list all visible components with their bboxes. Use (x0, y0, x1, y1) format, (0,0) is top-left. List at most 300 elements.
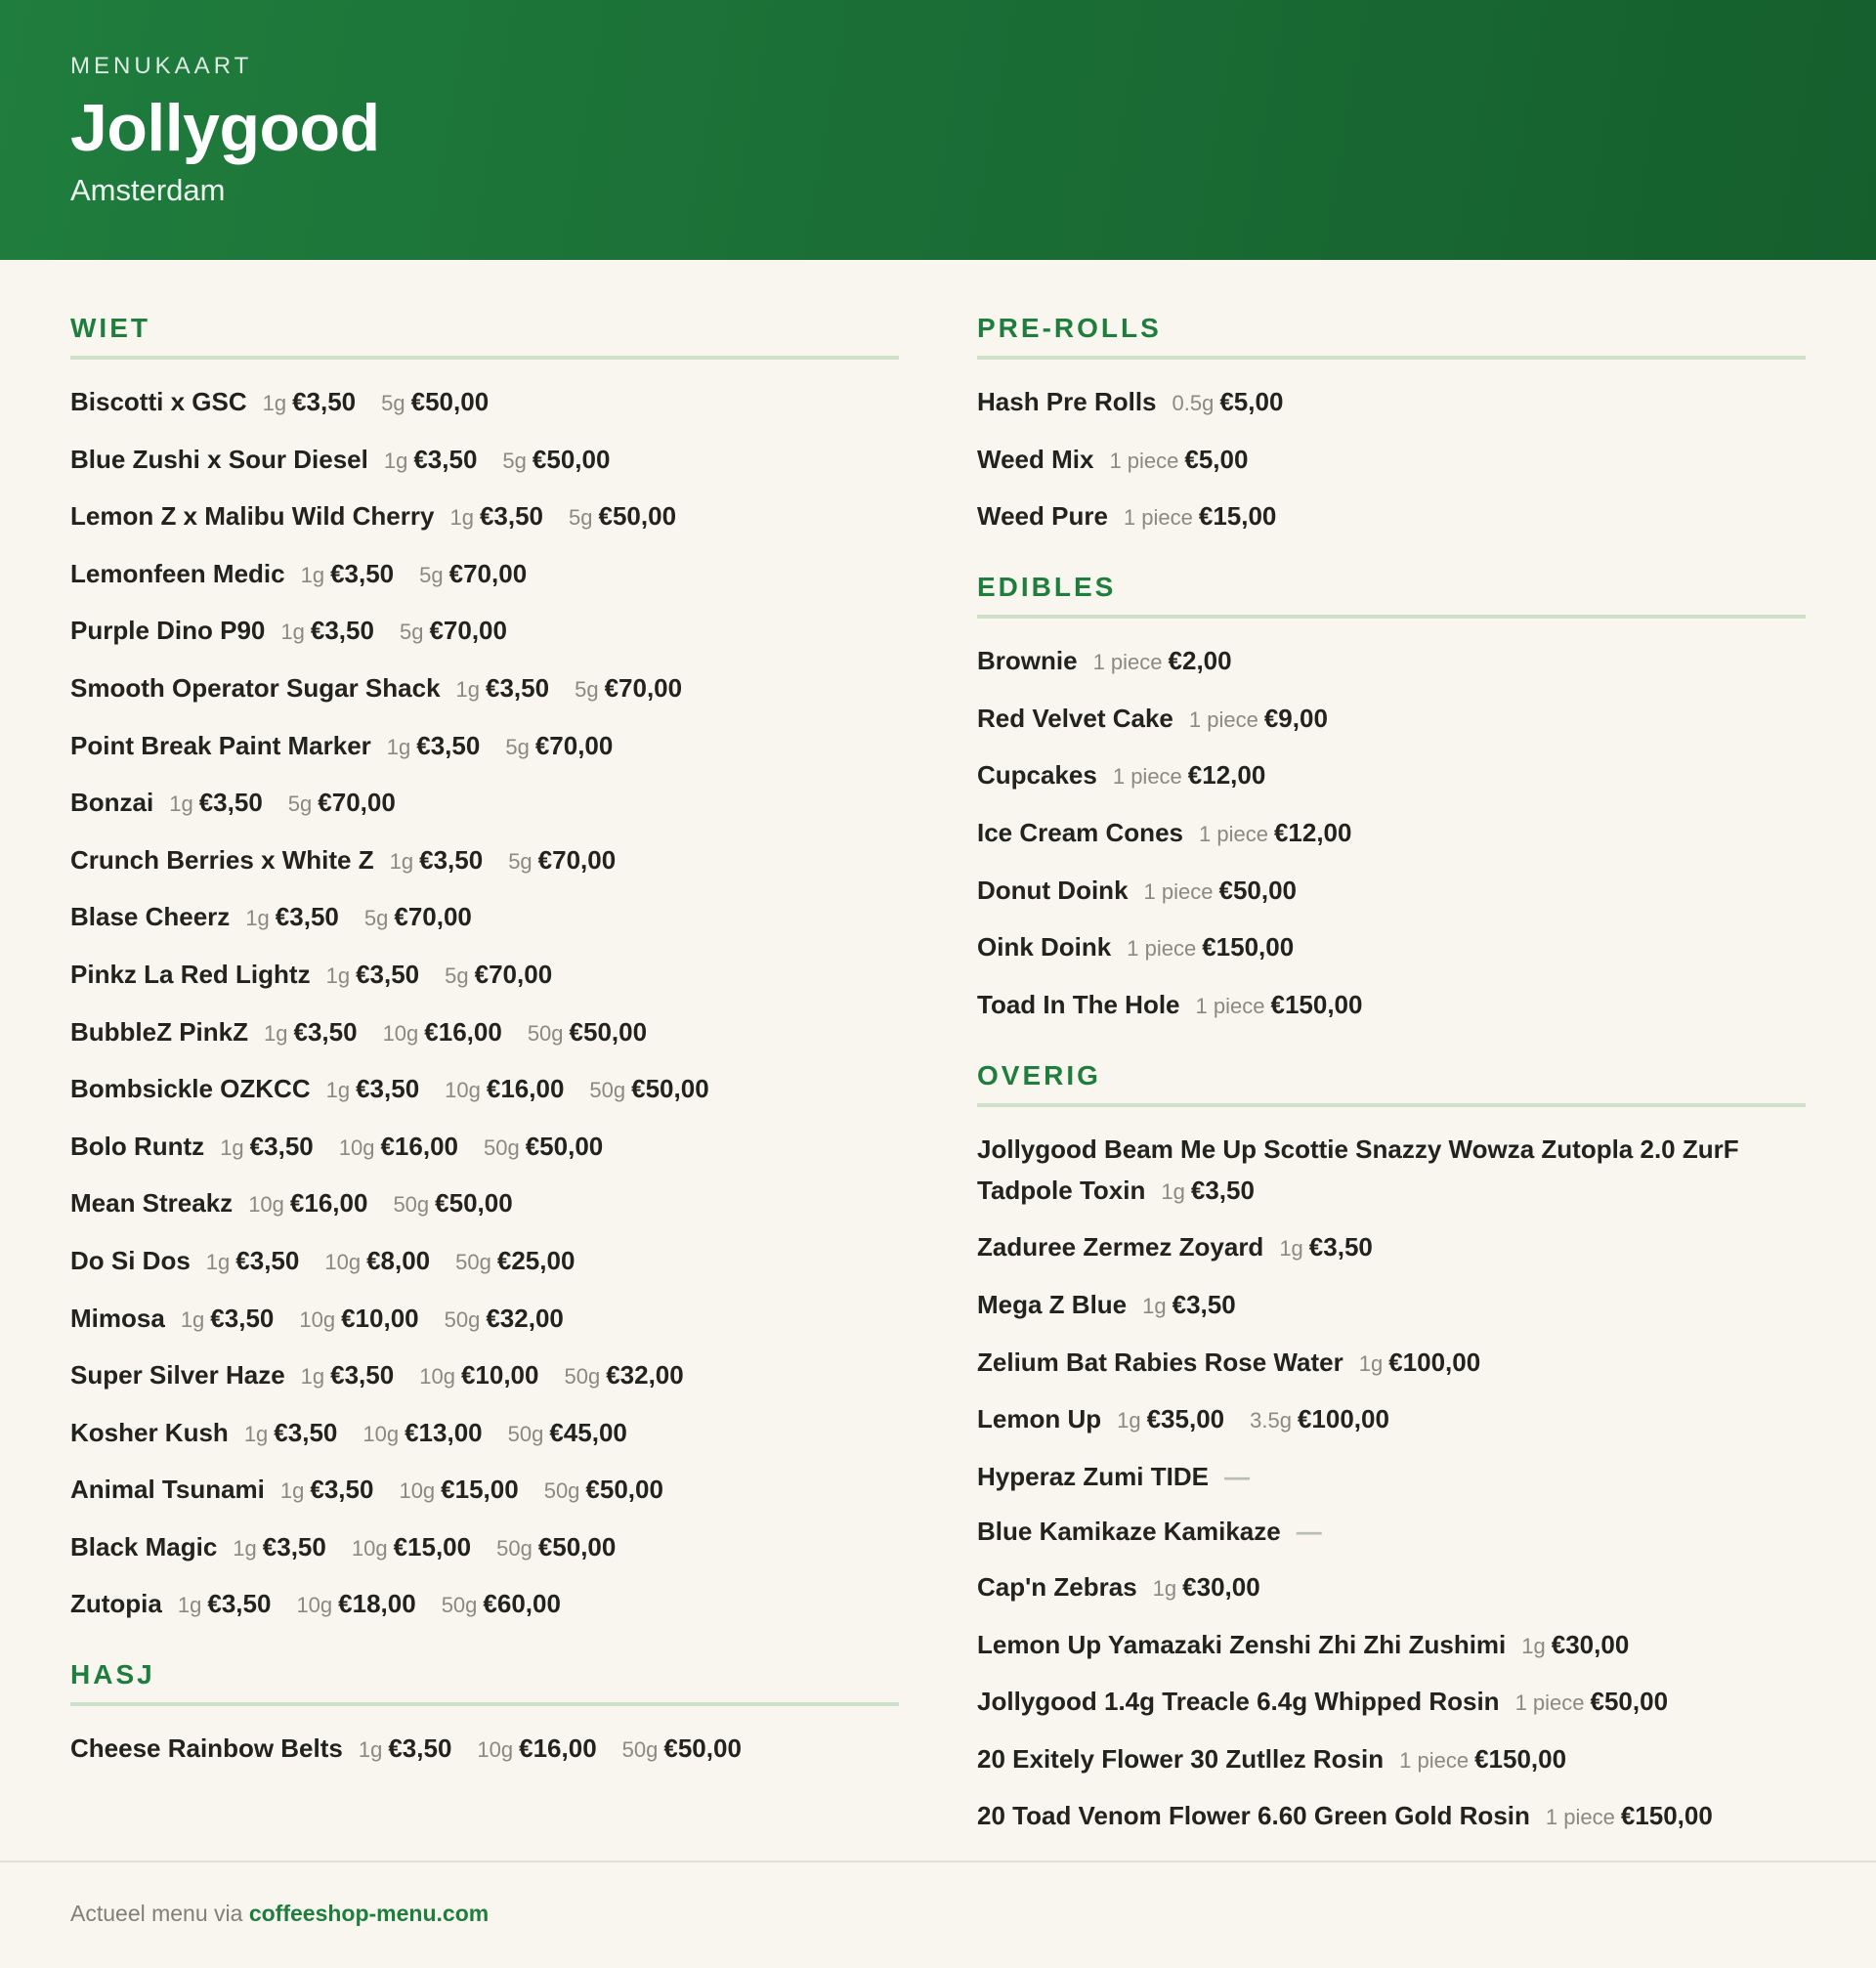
price-quantity: 1g (383, 448, 408, 473)
price-quantity: 1g (300, 1364, 325, 1390)
price-option (1093, 640, 1232, 683)
price-option (326, 954, 420, 997)
item-name: Hash Pre Rolls (977, 387, 1157, 416)
price-quantity: 5g (287, 791, 313, 817)
item-name: Kosher Kush (70, 1417, 229, 1447)
price-amount: €100,00 (1297, 1404, 1389, 1434)
item-name: Bolo Runtz (70, 1131, 205, 1161)
price-option (564, 1354, 683, 1397)
price-amount: €3,50 (479, 501, 544, 532)
price-amount: €70,00 (604, 672, 683, 703)
price-option (1161, 1170, 1255, 1213)
menu-item (977, 1226, 1806, 1269)
price-amount: €5,00 (1219, 387, 1284, 416)
price-option (390, 839, 484, 882)
menu-item (70, 495, 899, 538)
price-amount: €3,50 (310, 616, 374, 646)
price-amount: €3,50 (413, 444, 478, 474)
price-option (445, 1068, 564, 1111)
price-quantity: 1 piece (1123, 505, 1193, 531)
price-amount: €3,50 (198, 788, 263, 818)
price-option (280, 610, 374, 653)
price-option (383, 1011, 502, 1054)
price-amount: €50,00 (435, 1188, 513, 1219)
price-option (381, 381, 489, 424)
price-option (384, 439, 478, 482)
item-name: Toad In The Hole (977, 989, 1180, 1019)
price-amount: €32,00 (606, 1360, 684, 1390)
price-option (339, 1126, 458, 1169)
menu-item (977, 1456, 1806, 1497)
price-quantity: 1g (264, 1020, 288, 1046)
menu-item (977, 1398, 1806, 1441)
price-option (1521, 1624, 1629, 1667)
menu-item (977, 381, 1806, 424)
price-amount: €70,00 (429, 616, 507, 646)
price-option (1399, 1738, 1566, 1781)
price-option (1196, 984, 1363, 1027)
price-amount: €3,50 (310, 1475, 374, 1505)
price-amount: €10,00 (341, 1303, 419, 1333)
price-amount: €3,50 (235, 1245, 300, 1275)
price-amount: €3,50 (388, 1733, 452, 1764)
item-name: Oink Doink (977, 932, 1112, 963)
price-option (508, 839, 616, 882)
price-amount: €16,00 (380, 1131, 458, 1161)
price-amount: €150,00 (1202, 932, 1295, 963)
price-amount: €30,00 (1551, 1629, 1630, 1659)
price-option (362, 1412, 482, 1455)
menu-item (70, 1728, 899, 1771)
menu-item (977, 698, 1806, 741)
menu-item (977, 754, 1806, 797)
item-name: Crunch Berries x White Z (70, 844, 374, 875)
price-amount: €16,00 (424, 1016, 502, 1047)
item-name: BubbleZ PinkZ (70, 1016, 248, 1047)
item-name: 20 Toad Venom Flower 6.60 Green Gold Rosin (977, 1801, 1530, 1831)
price-amount: €3,50 (1190, 1175, 1255, 1205)
price-amount: €3,50 (1308, 1232, 1373, 1262)
price-quantity: 10g (338, 1134, 375, 1160)
price-option (419, 553, 527, 596)
price-quantity: 1g (1521, 1633, 1546, 1658)
price-quantity: 50g (589, 1078, 626, 1103)
menu-item (977, 1129, 1806, 1213)
item-name: Blue Kamikaze Kamikaze (977, 1517, 1281, 1547)
price-amount: €60,00 (483, 1589, 561, 1619)
menu-item (70, 896, 899, 939)
price-amount: €16,00 (519, 1733, 597, 1764)
price-amount: €12,00 (1187, 760, 1266, 791)
menu-item (70, 1583, 899, 1626)
price-amount: €3,50 (275, 902, 339, 932)
price-option (233, 1526, 326, 1569)
menu-item (70, 610, 899, 653)
price-quantity: 0.5g (1172, 391, 1215, 415)
price-amount: €3,50 (330, 1360, 395, 1390)
price-quantity: 1g (325, 963, 351, 988)
price-option (245, 896, 339, 939)
price-option (1117, 1398, 1224, 1441)
shop-name: Jollygood (70, 91, 380, 165)
price-amount: €70,00 (537, 844, 617, 875)
price-option (1279, 1226, 1373, 1269)
shop-city: Amsterdam (70, 173, 226, 207)
price-amount: €3,50 (330, 558, 395, 588)
price-option (1515, 1681, 1668, 1724)
price-amount: €3,50 (356, 1074, 420, 1104)
price-option (288, 782, 396, 825)
price-option (1199, 812, 1351, 855)
price-amount: €15,00 (441, 1475, 519, 1505)
price-amount: €3,50 (419, 844, 484, 875)
price-quantity: 1 piece (1092, 650, 1163, 675)
price-amount: €50,00 (663, 1733, 742, 1764)
price-quantity: 5g (575, 676, 599, 702)
price-option (419, 1354, 538, 1397)
price-quantity: 10g (248, 1192, 284, 1218)
price-quantity: 1 piece (1545, 1805, 1615, 1830)
price-quantity: 1g (279, 1478, 305, 1504)
price-amount: €25,00 (496, 1245, 576, 1275)
menu-item (70, 381, 899, 424)
price-amount: €50,00 (1218, 875, 1298, 905)
price-quantity: 1g (177, 1593, 202, 1618)
price-option (248, 1182, 367, 1225)
menu-item (977, 1566, 1806, 1609)
price-option (1113, 754, 1265, 797)
price-option (301, 1354, 395, 1397)
price-quantity: 1g (245, 906, 270, 931)
price-option (477, 1728, 596, 1771)
price-quantity: 1 piece (1143, 878, 1214, 904)
price-amount: €8,00 (366, 1245, 431, 1275)
menu-item (977, 640, 1806, 683)
price-quantity: 50g (484, 1134, 520, 1160)
price-quantity: 1g (325, 1078, 351, 1103)
item-name: Blase Cheerz (70, 902, 231, 932)
price-option (393, 1182, 512, 1225)
menu-item (70, 1469, 899, 1512)
price-quantity: 5g (505, 734, 530, 759)
price-amount: €150,00 (1474, 1743, 1567, 1774)
item-name: Mega Z Blue (977, 1289, 1128, 1319)
price-quantity: 5g (363, 906, 389, 931)
price-amount: €35,00 (1146, 1404, 1225, 1434)
footer-link[interactable]: coffeeshop-menu.com (248, 1901, 490, 1926)
price-quantity: 5g (569, 505, 593, 531)
price-quantity: 1g (386, 734, 411, 759)
item-name: Red Velvet Cake (977, 703, 1173, 733)
price-quantity: 1 piece (1514, 1690, 1585, 1716)
price-amount: €10,00 (460, 1360, 539, 1390)
price-quantity: 50g (543, 1478, 580, 1504)
menu-section (977, 311, 1806, 538)
menu-item (70, 839, 899, 882)
price-quantity: 1 piece (1112, 764, 1182, 790)
item-name: Ice Cream Cones (977, 817, 1183, 847)
menu-item (977, 870, 1806, 913)
price-option (1142, 1284, 1236, 1327)
price-option (220, 1126, 314, 1169)
menu-item (977, 439, 1806, 482)
price-amount: €50,00 (1590, 1687, 1669, 1717)
menu-item (70, 1068, 899, 1111)
menu-item (977, 1342, 1806, 1385)
price-amount: €50,00 (410, 387, 490, 416)
item-name: Purple Dino P90 (70, 616, 266, 646)
price-option (496, 1526, 616, 1569)
price-quantity: 10g (419, 1364, 455, 1390)
item-name: Zutopia (70, 1589, 162, 1619)
item-name: Biscotti x GSC (70, 387, 247, 416)
price-amount: €15,00 (393, 1531, 472, 1562)
menu-item (70, 725, 899, 768)
price-amount: €3,50 (210, 1303, 275, 1333)
price-quantity: 10g (445, 1078, 481, 1103)
menu-item (70, 1126, 899, 1169)
price-amount: €16,00 (289, 1188, 368, 1219)
price-option (1153, 1566, 1260, 1609)
menu-item (70, 954, 899, 997)
price-quantity: 5g (419, 562, 444, 587)
menu-item (70, 1182, 899, 1225)
price-option (263, 381, 357, 424)
item-name: Mean Streakz (70, 1188, 234, 1219)
price-amount: €70,00 (318, 788, 396, 818)
price-amount: €50,00 (525, 1131, 604, 1161)
price-quantity: 50g (507, 1421, 544, 1446)
price-option (502, 439, 610, 482)
price-amount: €3,50 (292, 387, 357, 416)
price-amount: €50,00 (631, 1074, 709, 1104)
section-title: EDIBLES (977, 570, 1806, 619)
price-option (442, 1583, 561, 1626)
item-name: Zelium Bat Rabies Rose Water (977, 1347, 1343, 1377)
menu-item (70, 667, 899, 710)
price-quantity: 50g (621, 1737, 659, 1763)
item-name: Weed Pure (977, 501, 1108, 532)
price-quantity: 1g (1161, 1178, 1185, 1204)
price-quantity: 1 piece (1399, 1747, 1470, 1773)
price-option (244, 1412, 338, 1455)
price-quantity: 50g (444, 1306, 481, 1332)
price-amount: €3,50 (1172, 1289, 1236, 1319)
price-quantity: 1g (449, 505, 474, 531)
item-name: Smooth Operator Sugar Shack (70, 672, 441, 703)
menu-item (977, 1511, 1806, 1552)
price-quantity: 1g (220, 1134, 244, 1160)
price-quantity: 10g (351, 1535, 388, 1561)
price-option (400, 610, 507, 653)
price-quantity: 1 piece (1195, 993, 1265, 1018)
price-option (445, 954, 552, 997)
menu-body (0, 260, 1876, 1861)
price-quantity: 1g (233, 1535, 257, 1561)
price-amount: €3,50 (486, 672, 550, 703)
price-amount: €3,50 (416, 730, 481, 760)
price-option (528, 1011, 647, 1054)
price-quantity: 50g (455, 1249, 491, 1274)
price-option (508, 1412, 627, 1455)
price-amount: €50,00 (598, 501, 677, 532)
price-option (364, 896, 472, 939)
price-amount: €45,00 (549, 1417, 627, 1447)
item-name: Do Si Dos (70, 1245, 191, 1275)
price-quantity: 1 piece (1109, 448, 1179, 473)
price-amount: €30,00 (1182, 1571, 1260, 1602)
price-amount: €3,50 (356, 959, 420, 989)
item-name: Bonzai (70, 788, 154, 818)
menu-section (70, 311, 899, 1626)
price-quantity: 1g (169, 791, 193, 817)
price-option (324, 1240, 430, 1283)
menu-column-left (70, 311, 899, 1861)
item-name: Jollygood Beam Me Up Scottie Snazzy Wowza Zutopla 2.0 ZurF Tadpole Toxin (977, 1134, 1739, 1205)
price-quantity: 1g (1142, 1293, 1167, 1318)
price-option (445, 1298, 564, 1341)
no-price-dash: — (1296, 1517, 1322, 1547)
section-title: PRE-ROLLS (977, 311, 1806, 360)
section-title: WIET (70, 311, 899, 360)
item-name: Weed Mix (977, 444, 1094, 474)
price-quantity: 5g (502, 448, 527, 473)
price-quantity: 1g (243, 1421, 269, 1446)
price-option (1144, 870, 1297, 913)
price-quantity: 1 piece (1127, 936, 1197, 962)
price-amount: €3,50 (249, 1131, 314, 1161)
price-quantity: 5g (381, 391, 405, 415)
price-amount: €3,50 (207, 1589, 272, 1619)
price-amount: €16,00 (486, 1074, 565, 1104)
price-quantity: 10g (296, 1593, 333, 1618)
menu-section (977, 570, 1806, 1027)
item-name: Cupcakes (977, 760, 1097, 791)
menu-item (977, 926, 1806, 969)
menu-item (70, 1298, 899, 1341)
menu-item (70, 1354, 899, 1397)
menu-item (70, 1412, 899, 1455)
price-option (326, 1068, 420, 1111)
price-option (299, 1298, 418, 1341)
price-option (455, 1240, 575, 1283)
price-quantity: 10g (362, 1421, 400, 1446)
price-quantity: 10g (324, 1249, 362, 1274)
price-option (352, 1526, 471, 1569)
section-title: OVERIG (977, 1058, 1806, 1107)
menu-item (977, 1284, 1806, 1327)
price-quantity: 1g (1152, 1575, 1177, 1601)
menu-section (977, 1058, 1806, 1839)
item-name: Animal Tsunami (70, 1475, 265, 1505)
section-title: HASJ (70, 1657, 899, 1706)
price-amount: €70,00 (394, 902, 472, 932)
price-option (1124, 495, 1276, 538)
item-name: Black Magic (70, 1531, 218, 1562)
item-name: Brownie (977, 646, 1078, 676)
price-option (569, 495, 676, 538)
price-option (575, 667, 682, 710)
item-name: Bombsickle OZKCC (70, 1074, 311, 1104)
price-amount: €150,00 (1270, 989, 1363, 1019)
menu-item (70, 1240, 899, 1283)
price-amount: €18,00 (338, 1589, 416, 1619)
price-option (301, 553, 395, 596)
price-option (387, 725, 481, 768)
item-name: Mimosa (70, 1303, 165, 1333)
menu-item (977, 1624, 1806, 1667)
price-amount: €50,00 (537, 1531, 617, 1562)
price-option (1109, 439, 1248, 482)
price-amount: €3,50 (262, 1531, 326, 1562)
price-option (622, 1728, 742, 1771)
price-option (280, 1469, 374, 1512)
footer-text: Actueel menu via (70, 1901, 243, 1926)
menu-section (70, 1657, 899, 1771)
price-option (206, 1240, 300, 1283)
price-option (589, 1068, 708, 1111)
price-amount: €15,00 (1198, 501, 1277, 532)
menu-item (977, 1795, 1806, 1838)
menu-footer (0, 1861, 1876, 1968)
price-option (1359, 1342, 1480, 1385)
item-name: Lemon Z x Malibu Wild Cherry (70, 501, 435, 532)
price-quantity: 50g (441, 1593, 478, 1618)
price-quantity: 10g (477, 1737, 514, 1763)
price-amount: €9,00 (1263, 703, 1328, 733)
price-option (181, 1298, 275, 1341)
price-amount: €50,00 (585, 1475, 663, 1505)
menu-item (977, 984, 1806, 1027)
item-name: Lemonfeen Medic (70, 558, 285, 588)
price-quantity: 50g (496, 1535, 533, 1561)
price-amount: €3,50 (274, 1417, 338, 1447)
item-name: Lemon Up Yamazaki Zenshi Zhi Zhi Zushimi (977, 1629, 1507, 1659)
price-option (449, 495, 543, 538)
price-option (1172, 381, 1284, 424)
price-amount: €32,00 (486, 1303, 564, 1333)
item-name: Point Break Paint Marker (70, 730, 371, 760)
price-amount: €150,00 (1620, 1801, 1713, 1831)
price-quantity: 1g (1279, 1236, 1303, 1262)
menu-item (70, 439, 899, 482)
price-amount: €70,00 (534, 730, 614, 760)
price-option (544, 1469, 663, 1512)
item-name: Donut Doink (977, 875, 1129, 905)
price-quantity: 10g (382, 1020, 419, 1046)
price-quantity: 5g (399, 620, 424, 645)
price-option (1546, 1795, 1713, 1838)
price-option (505, 725, 613, 768)
price-quantity: 1 piece (1188, 706, 1258, 732)
price-amount: €12,00 (1273, 817, 1352, 847)
menu-item (977, 495, 1806, 538)
price-quantity: 1g (1358, 1350, 1384, 1376)
price-amount: €70,00 (448, 558, 528, 588)
item-name: Pinkz La Red Lightz (70, 959, 311, 989)
price-amount: €2,00 (1168, 646, 1232, 676)
item-name: 20 Exitely Flower 30 Zutllez Rosin (977, 1743, 1385, 1774)
menu-item (70, 1011, 899, 1054)
price-quantity: 50g (393, 1192, 430, 1218)
price-quantity: 50g (564, 1364, 601, 1390)
price-option (169, 782, 263, 825)
menu-item (977, 1738, 1806, 1781)
price-quantity: 1 piece (1198, 821, 1268, 846)
price-quantity: 1g (205, 1249, 231, 1274)
menu-eyebrow: MENUKAART (70, 53, 253, 79)
price-option (399, 1469, 518, 1512)
